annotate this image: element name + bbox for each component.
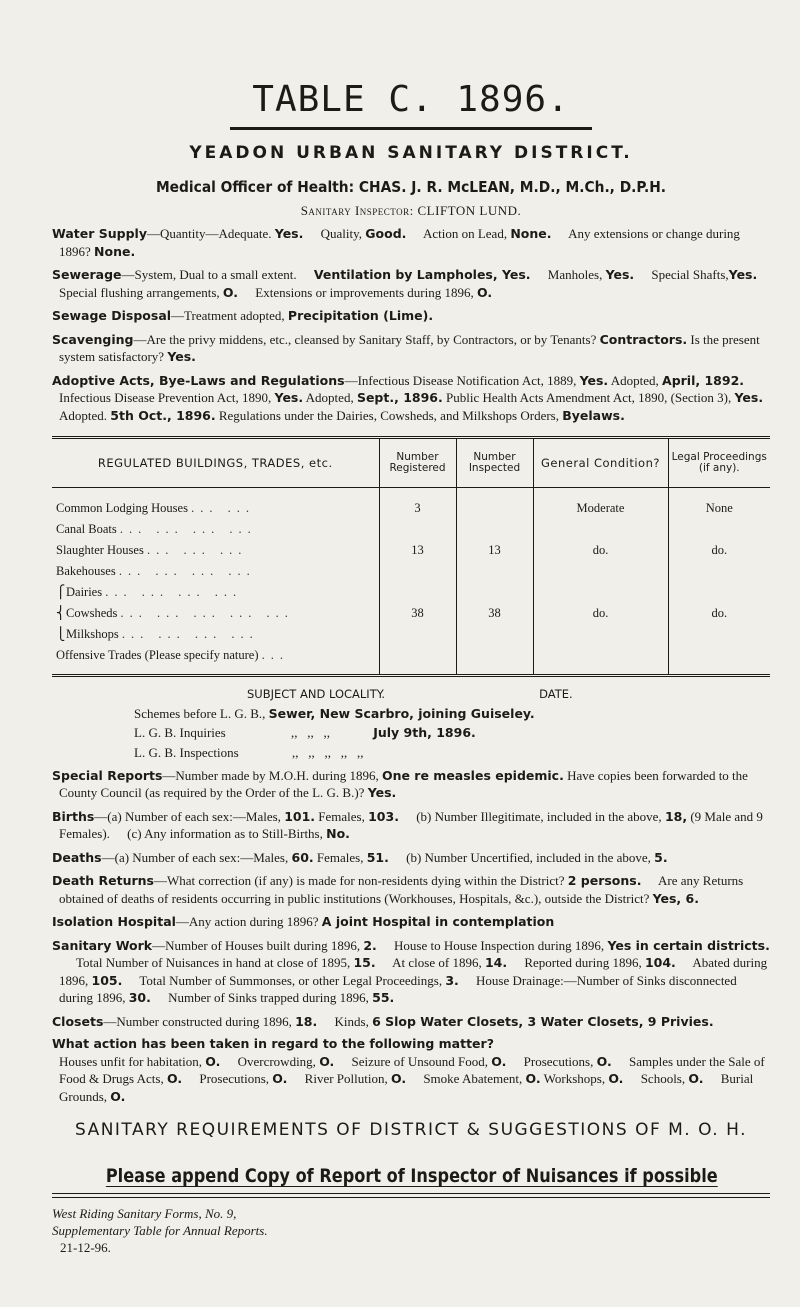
closets-t2: Kinds, <box>334 1013 369 1029</box>
births-t3: (b) Number Illegitimate, included in the above, <box>416 808 662 824</box>
footer-form-number: West Riding Sanitary Forms, No. 9, <box>52 1205 237 1221</box>
row-name-text: Dairies <box>66 585 103 600</box>
row-name <box>52 540 379 561</box>
row-inspected: 13 <box>456 540 533 561</box>
leader-dots: ... ... ... ... <box>121 627 259 642</box>
sanitary-work-section <box>52 937 770 1007</box>
row-inspected <box>456 624 533 645</box>
death-returns-a2: Yes, 6. <box>652 890 699 906</box>
row-registered: 13 <box>379 540 456 561</box>
sanitary-a1: 2. <box>363 937 377 953</box>
lgb-inspections-ditto: ,, ,, ,, ,, ,, <box>291 744 364 760</box>
deaths-section <box>52 849 770 867</box>
adoptive-acts-label: Adoptive Acts, Bye-Laws and Regulations <box>52 372 345 388</box>
append-report-notice: Please append Copy of Report of Inspector of Nuisances if possible <box>105 1164 718 1187</box>
double-rule-divider <box>52 1193 770 1198</box>
scavenging-section <box>52 331 770 366</box>
row-name <box>52 488 379 520</box>
row-legal <box>668 645 770 676</box>
action-a11: O. <box>110 1088 126 1104</box>
births-females: 103. <box>368 808 399 824</box>
adoptive-a4: Sept., 1896. <box>356 390 443 406</box>
title-underline <box>230 127 592 130</box>
sanitary-t8: House Drainage:—Number of Sinks disconnected during 1896, <box>59 972 737 1006</box>
sanitary-t3: Total Number of Nuisances in hand at close of 1895, <box>76 955 351 971</box>
death-returns-section <box>52 872 770 907</box>
sewage-disposal-label: Sewage Disposal <box>52 308 172 324</box>
sanitary-t5: Reported during 1896, <box>524 955 642 971</box>
col-header-inspected: Number Inspected <box>456 438 533 488</box>
footer-form-title: Supplementary Table for Annual Reports. <box>52 1222 268 1238</box>
col-header-condition: General Condition? <box>533 438 668 488</box>
form-footer <box>52 1206 770 1257</box>
adoptive-a7: Byelaws. <box>562 407 625 423</box>
leader-dots: ... ... ... ... <box>105 585 243 600</box>
adoptive-t2: Adopted, <box>610 372 659 388</box>
row-legal: do. <box>668 603 770 624</box>
adoptive-t1: —Infectious Disease Notification Act, 1889, <box>344 372 577 388</box>
isolation-t1: —Any action during 1896? <box>175 914 319 930</box>
sewerage-section <box>52 266 770 301</box>
sanitary-requirements-heading: SANITARY REQUIREMENTS OF DISTRICT & SUGGESTIONS OF M. O. H. <box>74 1120 748 1141</box>
inspector-label: Sanitary Inspector: <box>300 203 414 219</box>
leader-dots: ... ... ... ... <box>119 522 257 537</box>
isolation-a1: A joint Hospital in contemplation <box>321 914 555 930</box>
table-row <box>52 519 770 540</box>
scavenging-satisfactory-text: Is the present system satisfactory? <box>59 331 760 365</box>
inspector-name: CLIFTON LUND. <box>417 203 522 219</box>
leader-dots: ... ... ... ... ... <box>120 606 294 621</box>
special-reports-label: Special Reports <box>52 767 163 783</box>
table-row <box>52 603 770 624</box>
closets-a2: 6 Slop Water Closets, 3 Water Closets, 9 Privies. <box>372 1013 714 1029</box>
sanitary-a9: 55. <box>372 990 395 1006</box>
death-returns-t2: Are any Returns obtained of deaths of residents occurring in public institutions (Workhouses, Hospitals, &c.), outside the District? <box>59 873 744 906</box>
row-condition <box>533 645 668 676</box>
special-t2: Have copies been forwarded to the County Council (as required by the Order of the L. G. B.)? <box>59 767 748 801</box>
subject-heading: SUBJECT AND LOCALITY. <box>247 687 386 702</box>
action-a5: O. <box>166 1071 183 1087</box>
water-quantity-value: Yes. <box>274 226 304 242</box>
sanitary-t7: Total Number of Summonses, or other Legal Proceedings, <box>139 972 443 988</box>
district-name: YEADON URBAN SANITARY DISTRICT. <box>189 143 633 163</box>
table-row <box>52 561 770 582</box>
death-returns-t1: —What correction (if any) is made for non-residents dying within the District? <box>154 873 565 889</box>
adoptive-t5: Public Health Acts Amendment Act, 1890, (Section 3), <box>446 390 732 406</box>
scavenging-value: Contractors. <box>599 331 688 347</box>
lgb-inquiries-ditto: ,, ,, ,, <box>290 725 330 741</box>
col-header-registered: Number Registered <box>379 438 456 488</box>
row-condition: Moderate <box>533 488 668 520</box>
water-lead-value: None. <box>510 226 552 242</box>
water-supply-section <box>52 225 770 260</box>
scavenging-label: Scavenging <box>52 331 134 347</box>
adoptive-acts-section <box>52 372 770 425</box>
isolation-hospital-section <box>52 913 770 931</box>
deaths-t3: (b) Number Uncertified, included in the above, <box>406 849 651 865</box>
adoptive-t4: Adopted, <box>305 390 354 406</box>
lgb-schemes-value: Sewer, New Scarbro, joining Guiseley. <box>268 705 535 721</box>
adoptive-a5: Yes. <box>734 390 764 406</box>
deaths-label: Deaths <box>52 849 102 865</box>
table-row <box>52 540 770 561</box>
sewerage-ventilation-value: Ventilation by Lampholes, Yes. <box>313 267 531 283</box>
sewerage-flushing-value: O. <box>222 284 239 300</box>
sanitary-a5: 104. <box>644 955 676 971</box>
sanitary-a2: Yes in certain districts. <box>607 937 770 953</box>
action-t2: Overcrowding, <box>237 1053 316 1069</box>
col-header-buildings: REGULATED BUILDINGS, TRADES, etc. <box>52 438 379 488</box>
births-males: 101. <box>284 808 316 824</box>
water-lead-text: Action on Lead, <box>422 226 508 242</box>
sanitary-t9: Number of Sinks trapped during 1896, <box>168 990 369 1006</box>
sewerage-shafts-value: Yes. <box>728 267 758 283</box>
lgb-inquiries-date: July 9th, 1896. <box>373 725 476 741</box>
births-t4: (9 Male and 9 Females). <box>59 808 763 842</box>
sanitary-a4: 14. <box>484 955 508 971</box>
births-t1: —(a) Number of each sex:—Males, <box>94 808 281 824</box>
row-registered: 38 <box>379 603 456 624</box>
adoptive-t3: Infectious Disease Prevention Act, 1890, <box>59 390 272 406</box>
adoptive-a2: April, 1892. <box>662 372 745 388</box>
sanitary-t1: —Number of Houses built during 1896, <box>152 937 361 953</box>
brace-middle-icon: ⎨ <box>56 606 66 621</box>
death-returns-a1: 2 persons. <box>567 873 642 889</box>
sewage-disposal-text: —Treatment adopted, <box>171 308 285 324</box>
row-inspected <box>456 561 533 582</box>
row-condition <box>533 582 668 603</box>
row-registered <box>379 645 456 676</box>
row-name <box>52 624 379 645</box>
row-name-text: Canal Boats <box>56 522 117 537</box>
row-inspected: 38 <box>456 603 533 624</box>
row-registered <box>379 519 456 540</box>
sewerage-extensions-text: Extensions or improvements during 1896, <box>255 284 474 300</box>
special-reports-section <box>52 767 770 802</box>
adoptive-t7: Regulations under the Dairies, Cowsheds, and Milkshops Orders, <box>218 407 559 423</box>
deaths-t1: —(a) Number of each sex:—Males, <box>101 849 289 865</box>
deaths-females: 51. <box>366 849 389 865</box>
sanitary-t6: Abated during 1896, <box>59 955 768 988</box>
row-name <box>52 561 379 582</box>
row-inspected <box>456 519 533 540</box>
sewerage-label: Sewerage <box>52 267 122 283</box>
row-inspected <box>456 582 533 603</box>
row-name <box>52 645 379 676</box>
brace-bottom-icon: ⎩ <box>56 627 66 642</box>
action-t6: Prosecutions, <box>199 1071 270 1087</box>
row-name-text: Bakehouses <box>56 564 116 579</box>
row-condition: do. <box>533 540 668 561</box>
sanitary-t2: House to House Inspection during 1896, <box>394 937 605 953</box>
adoptive-a3: Yes. <box>274 390 304 406</box>
col-header-legal: Legal Proceedings (if any). <box>668 438 770 488</box>
row-inspected <box>456 488 533 520</box>
action-a10: O. <box>688 1071 704 1087</box>
special-t1: —Number made by M.O.H. during 1896, <box>162 767 379 783</box>
action-a2: O. <box>319 1053 335 1069</box>
row-legal <box>668 561 770 582</box>
sanitary-a3: 15. <box>353 955 376 971</box>
scavenging-satisfactory-value: Yes. <box>167 349 196 365</box>
row-name <box>52 582 379 603</box>
row-name-text: Slaughter Houses <box>56 543 144 558</box>
action-t10: Schools, <box>640 1071 686 1087</box>
action-a4: O. <box>596 1053 612 1069</box>
leader-dots: ... ... ... <box>146 543 248 558</box>
special-a2: Yes. <box>367 785 397 801</box>
row-name <box>52 603 379 624</box>
row-name-text: Common Lodging Houses <box>56 501 188 516</box>
births-label: Births <box>52 808 95 824</box>
regulated-buildings-table <box>52 436 770 677</box>
lgb-inquiries-row <box>52 724 770 742</box>
row-registered: 3 <box>379 488 456 520</box>
death-returns-label: Death Returns <box>52 873 154 889</box>
lgb-inspections-row <box>52 744 770 761</box>
adoptive-a1: Yes. <box>579 372 609 388</box>
adoptive-a6: 5th Oct., 1896. <box>110 407 216 423</box>
row-legal: None <box>668 488 770 520</box>
row-legal <box>668 624 770 645</box>
action-t8: Smoke Abatement, <box>423 1071 523 1087</box>
sewage-disposal-value: Precipitation (Lime). <box>287 308 434 324</box>
isolation-hospital-label: Isolation Hospital <box>52 914 176 930</box>
row-inspected <box>456 645 533 676</box>
action-heading: What action has been taken in regard to the following matter? <box>52 1036 494 1052</box>
sewage-disposal-section <box>52 307 770 325</box>
births-illegitimate: 18, <box>664 808 688 824</box>
action-a7: O. <box>390 1071 407 1087</box>
deaths-t2: Females, <box>316 849 364 865</box>
special-a1: One re measles epidemic. <box>381 767 564 783</box>
action-a8: O. <box>525 1071 541 1087</box>
lgb-inspections-label: L. G. B. Inspections <box>134 744 239 760</box>
water-extensions-value: None. <box>94 243 136 259</box>
lgb-schemes-label: Schemes before L. G. B., <box>134 705 266 721</box>
sanitary-t4: At close of 1896, <box>392 955 482 971</box>
action-t7: River Pollution, <box>304 1071 388 1087</box>
row-registered <box>379 624 456 645</box>
table-row <box>52 624 770 645</box>
sewerage-extensions-value: O. <box>476 284 493 300</box>
row-name-text: Milkshops <box>66 627 119 642</box>
row-legal: do. <box>668 540 770 561</box>
row-condition <box>533 561 668 582</box>
table-row <box>52 582 770 603</box>
medical-officer: Medical Officer of Health: CHAS. J. R. McLEAN, M.D., M.Ch., D.P.H. <box>155 178 667 197</box>
leader-dots: ... ... <box>191 501 255 516</box>
sanitary-a6: 105. <box>91 972 123 988</box>
subject-locality-header <box>52 687 770 702</box>
row-condition <box>533 519 668 540</box>
row-registered <box>379 582 456 603</box>
sewerage-manholes-text: Manholes, <box>547 267 603 283</box>
row-condition: do. <box>533 603 668 624</box>
action-t5: Samples under the Sale of Food & Drugs Acts, <box>59 1053 765 1087</box>
births-t2: Females, <box>318 808 365 824</box>
births-stillbirths: No. <box>326 826 350 842</box>
sewerage-manholes-value: Yes. <box>605 267 635 283</box>
action-a6: O. <box>272 1071 288 1087</box>
water-quantity-text: —Quantity—Adequate. <box>146 226 272 242</box>
date-heading: DATE. <box>539 687 573 702</box>
lgb-schemes-row <box>52 705 770 723</box>
closets-section <box>52 1013 770 1031</box>
action-section <box>52 1036 770 1105</box>
row-name-text: Cowsheds <box>66 606 118 621</box>
leader-dots: ... ... ... ... <box>118 564 256 579</box>
adoptive-t6: Adopted. <box>59 407 108 423</box>
births-t5: (c) Any information as to Still-Births, <box>127 826 323 842</box>
footer-date: 21-12-96. <box>60 1239 111 1255</box>
sewerage-flushing-text: Special flushing arrangements, <box>59 284 220 300</box>
action-t3: Seizure of Unsound Food, <box>351 1053 489 1069</box>
brace-top-icon: ⎧ <box>56 585 66 600</box>
row-registered <box>379 561 456 582</box>
deaths-males: 60. <box>291 849 314 865</box>
deaths-uncertified: 5. <box>654 849 668 865</box>
water-extensions-text: Any extensions or change during 1896? <box>59 226 740 259</box>
action-t1: Houses unfit for habitation, <box>59 1053 202 1069</box>
water-quality-text: Quality, <box>320 226 363 242</box>
sanitary-inspector <box>52 202 770 219</box>
sanitary-work-label: Sanitary Work <box>52 937 153 953</box>
closets-label: Closets <box>52 1013 104 1029</box>
row-condition <box>533 624 668 645</box>
water-supply-label: Water Supply <box>52 226 147 242</box>
table-row <box>52 488 770 520</box>
lgb-inquiries-label: L. G. B. Inquiries <box>134 725 226 741</box>
row-name <box>52 519 379 540</box>
action-t4: Prosecutions, <box>523 1053 594 1069</box>
sewerage-shafts-text: Special Shafts, <box>651 267 729 283</box>
action-a9: O. <box>608 1071 624 1087</box>
row-legal <box>668 582 770 603</box>
table-header-row <box>52 438 770 488</box>
sanitary-a7: 3. <box>445 972 459 988</box>
action-t11: Burial Grounds, <box>59 1071 754 1104</box>
closets-a1: 18. <box>295 1013 318 1029</box>
sewerage-system-text: —System, Dual to a small extent. <box>121 267 297 283</box>
action-a1: O. <box>205 1053 221 1069</box>
row-name-text: Offensive Trades (Please specify nature) <box>56 648 259 663</box>
closets-t1: —Number constructed during 1896, <box>103 1013 292 1029</box>
table-row <box>52 645 770 676</box>
table-title: TABLE C. 1896. <box>252 79 570 120</box>
water-quality-value: Good. <box>365 226 407 242</box>
sanitary-a8: 30. <box>128 990 151 1006</box>
row-legal <box>668 519 770 540</box>
leader-dots: ... <box>261 648 289 663</box>
scavenging-text: —Are the privy middens, etc., cleansed by Sanitary Staff, by Contractors, or by Tenants? <box>133 331 597 347</box>
action-a3: O. <box>491 1053 507 1069</box>
births-section <box>52 808 770 843</box>
action-t9: Workshops, <box>543 1071 606 1087</box>
